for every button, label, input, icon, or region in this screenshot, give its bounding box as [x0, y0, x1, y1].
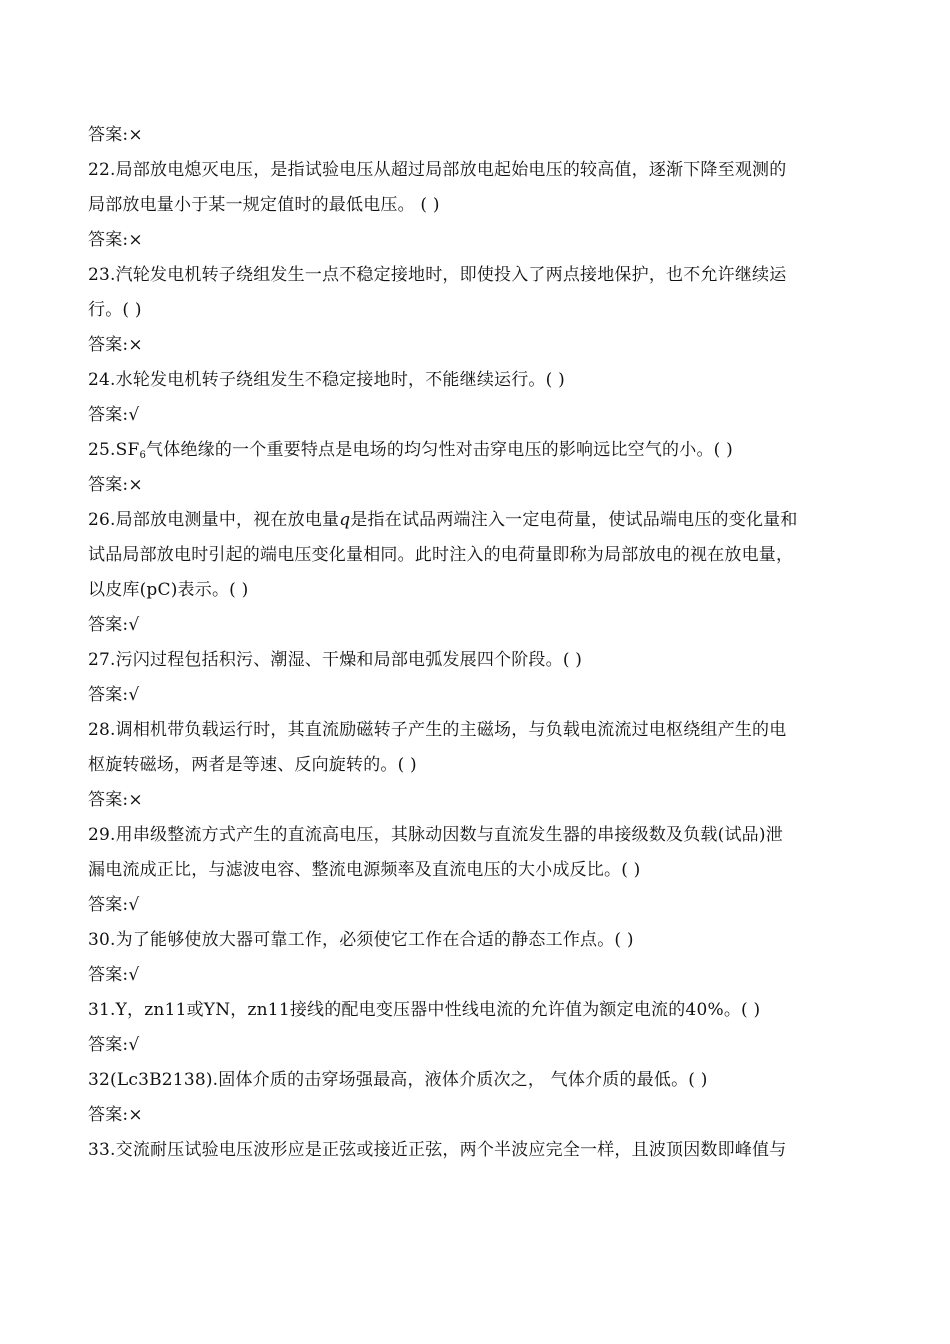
- question-25-line-1: [88, 433, 868, 468]
- question-26-line-2: 试品局部放电时引起的端电压变化量相同。此时注入的电荷量即称为局部放电的视在放电量，: [88, 545, 794, 565]
- question-26-line-3: 以皮库(pC)表示。( ): [88, 580, 249, 600]
- answer-27: 答案:√: [88, 685, 140, 705]
- question-23-line-1: 23.汽轮发电机转子绕组发生一点不稳定接地时，即使投入了两点接地保护，也不允许继续运: [88, 265, 787, 285]
- question-33-line-1: 33.交流耐压试验电压波形应是正弦或接近正弦，两个半波应完全一样，且波顶因数即峰值与: [88, 1140, 787, 1160]
- question-22-line-1: 22.局部放电熄灭电压，是指试验电压从超过局部放电起始电压的较高值，逐渐下降至观测的: [88, 160, 787, 180]
- question-29-line-2: 漏电流成正比，与滤波电容、整流电源频率及直流电压的大小成反比。( ): [88, 860, 641, 880]
- question-29-line-1: 29.用串级整流方式产生的直流高电压，其脉动因数与直流发生器的串接级数及负载(试品)泄: [88, 825, 783, 845]
- question-25-prefix: 25.SF: [88, 440, 140, 460]
- answer-31: 答案:√: [88, 1035, 140, 1055]
- question-27-line-1: 27.污闪过程包括积污、潮湿、干燥和局部电弧发展四个阶段。( ): [88, 650, 583, 670]
- answer-26: 答案:√: [88, 615, 140, 635]
- answer-22: 答案:×: [88, 230, 143, 250]
- question-23-line-2: 行。( ): [88, 300, 142, 320]
- answer-32: 答案:×: [88, 1105, 143, 1125]
- question-28-line-1: 28.调相机带负载运行时，其直流励磁转子产生的主磁场，与负载电流流过电枢绕组产生的电: [88, 720, 787, 740]
- question-26-variable: q: [339, 510, 351, 530]
- answer-23: 答案:×: [88, 335, 143, 355]
- question-25-subscript: 6: [139, 450, 147, 461]
- question-24-line-1: 24.水轮发电机转子绕组发生不稳定接地时，不能继续运行。( ): [88, 370, 565, 390]
- question-30-line-1: 30.为了能够使放大器可靠工作，必须使它工作在合适的静态工作点。( ): [88, 930, 634, 950]
- question-list: [88, 118, 868, 1168]
- question-31-line-1: 31.Y，zn11或YN，zn11接线的配电变压器中性线电流的允许值为额定电流的40%。( ): [88, 1000, 761, 1020]
- question-26-line-1: [88, 503, 868, 538]
- question-28-line-2: 枢旋转磁场，两者是等速、反向旋转的。( ): [88, 755, 417, 775]
- answer-30: 答案:√: [88, 965, 140, 985]
- answer-28: 答案:×: [88, 790, 143, 810]
- question-26-prefix: 26.局部放电测量中，视在放电量: [88, 510, 340, 530]
- answer-29: 答案:√: [88, 895, 140, 915]
- question-22-line-2: 局部放电量小于某一规定值时的最低电压。 ( ): [88, 195, 440, 215]
- question-25-text: 气体绝缘的一个重要特点是电场的均匀性对击穿电压的影响远比空气的小。( ): [146, 440, 733, 460]
- question-32-line-1: 32(Lc3B2138).固体介质的击穿场强最高，液体介质次之， 气体介质的最低。( ): [88, 1070, 708, 1090]
- answer-24: 答案:√: [88, 405, 140, 425]
- answer-21: 答案:×: [88, 125, 143, 145]
- question-26-text: 是指在试品两端注入一定电荷量，使试品端电压的变化量和: [350, 510, 798, 530]
- answer-25: 答案:×: [88, 475, 143, 495]
